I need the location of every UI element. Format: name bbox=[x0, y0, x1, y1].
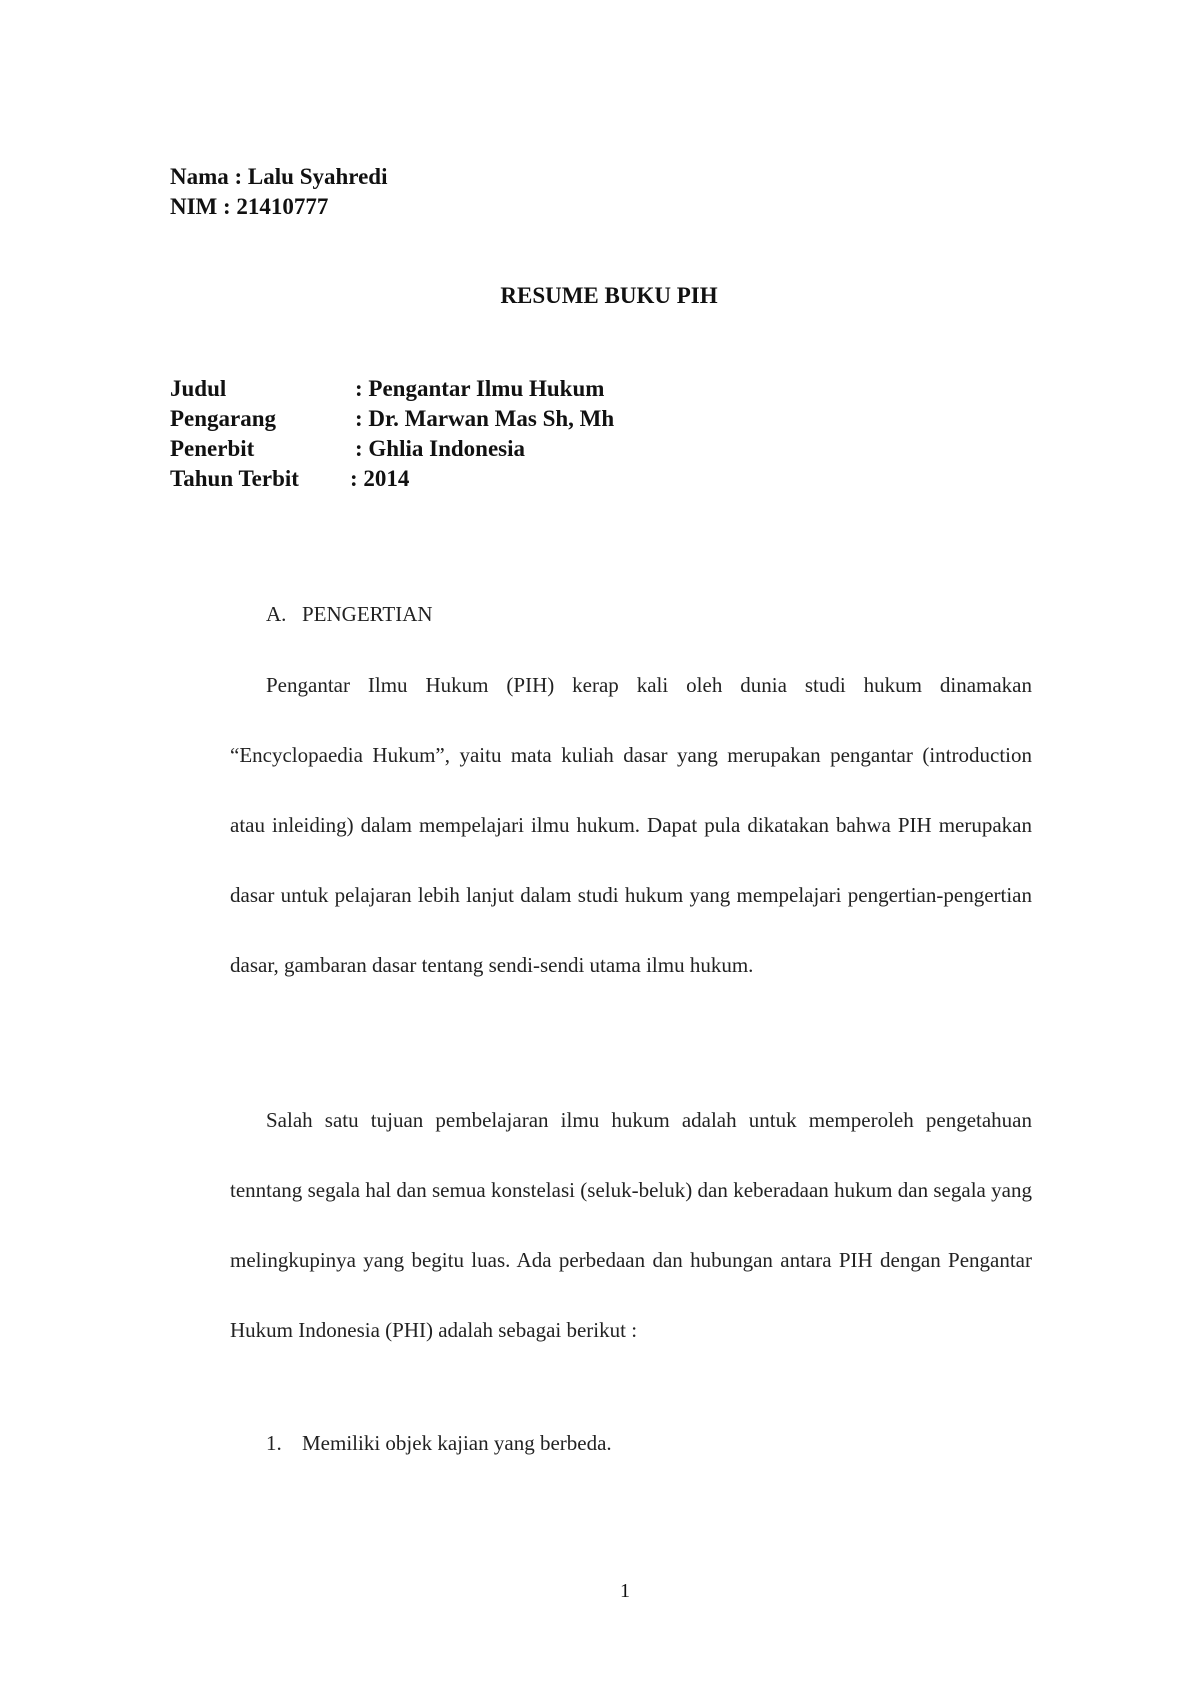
student-nim: NIM : 21410777 bbox=[170, 194, 329, 219]
section-heading bbox=[266, 602, 433, 627]
book-info-label: Pengarang bbox=[170, 406, 277, 431]
list-item-text: Memiliki objek kajian yang berbeda. bbox=[302, 1431, 612, 1455]
paragraph-2: Salah satu tujuan pembelajaran ilmu hukum adalah untuk memperoleh pengetahuan tenntang segala hal dan semua konstelasi (seluk-beluk) dan keberadaan hukum dan segala yang melingkupinya yang begitu luas. Ada perbedaan dan hubungan antara PIH dengan Pengantar Hukum Indonesia (PHI) adalah sebagai berikut : bbox=[230, 1108, 1032, 1342]
paragraph-1: Pengantar Ilmu Hukum (PIH) kerap kali oleh dunia studi hukum dinamakan “Encyclopaedia Hukum”, yaitu mata kuliah dasar yang merupakan pengantar (introduction atau inleiding) dalam mempelajari ilmu hukum. Dapat pula dikatakan bahwa PIH merupakan dasar untuk pelajaran lebih lanjut dalam studi hukum yang mempelajari pengertian-pengertian dasar, gambaran dasar tentang sendi-sendi utama ilmu hukum. bbox=[230, 673, 1032, 977]
list-item-number: 1. bbox=[266, 1431, 282, 1455]
book-info-label: Judul bbox=[170, 376, 227, 401]
section-number: A. bbox=[266, 602, 287, 626]
list-item bbox=[266, 1431, 612, 1456]
student-info bbox=[170, 162, 387, 222]
page-number: 1 bbox=[620, 1580, 630, 1602]
book-info-label: Penerbit bbox=[170, 436, 255, 461]
section-title: PENGERTIAN bbox=[302, 602, 433, 626]
book-info-label: Tahun Terbit bbox=[170, 466, 299, 491]
student-name: Nama : Lalu Syahredi bbox=[170, 164, 388, 189]
document-title: RESUME BUKU PIH bbox=[500, 283, 718, 308]
book-info-value: : 2014 bbox=[350, 466, 410, 491]
book-info-value: : Dr. Marwan Mas Sh, Mh bbox=[355, 406, 615, 431]
book-info-value: : Pengantar Ilmu Hukum bbox=[355, 376, 605, 401]
book-info-value: : Ghlia Indonesia bbox=[355, 436, 525, 461]
